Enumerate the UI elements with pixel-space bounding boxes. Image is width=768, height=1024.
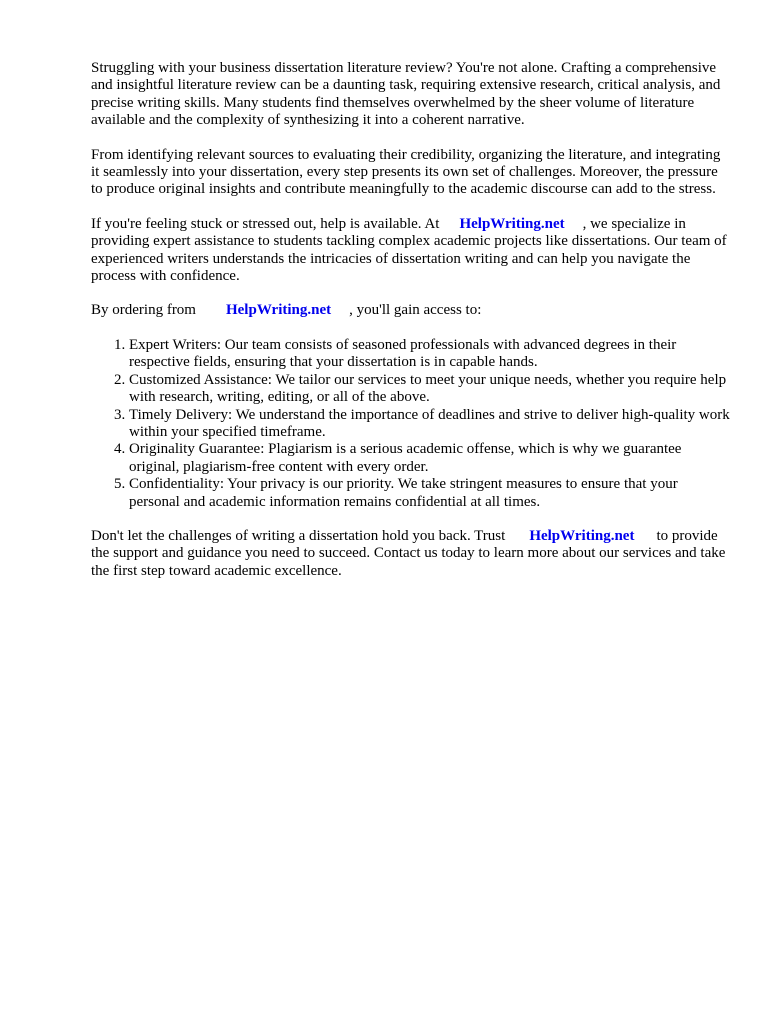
closing-text-before: Don't let the challenges of writing a dissertation hold you back. Trust [91, 527, 506, 544]
closing-paragraph [91, 528, 731, 580]
list-item: 5. Confidentiality: Your privacy is our priority. We take stringent measures to ensure that your personal and academic information remains confidential at all times. [129, 476, 731, 511]
document-page [91, 60, 731, 597]
ordering-text-after: , you'll gain access to: [349, 302, 482, 319]
challenges-paragraph: From identifying relevant sources to evaluating their credibility, organizing the literature, and integrating it seamlessly into your dissertation, every step presents its own set of challenges. Moreover, the pressure to produce original insights and contribute meaningfully to the academic discourse can add to the stress. [91, 146, 721, 198]
help-paragraph [91, 216, 731, 286]
help-text-after: , we specialize in providing expert assistance to students tackling complex academic projects like dissertations. Our team of experienced writers understands the intricacies of dissertation writing and can help you navigate the process with confidence. [91, 215, 727, 285]
help-text-before: If you're feeling stuck or stressed out, help is available. At [91, 215, 440, 232]
helpwriting-link[interactable]: HelpWriting.net [225, 302, 332, 319]
helpwriting-link[interactable]: HelpWriting.net [459, 215, 565, 232]
ordering-text-before: By ordering from [91, 302, 196, 319]
benefits-list [91, 337, 731, 511]
list-item: 3. Timely Delivery: We understand the importance of deadlines and strive to deliver high-quality work within your specified timeframe. [129, 407, 731, 442]
ordering-paragraph [91, 302, 731, 319]
helpwriting-link[interactable]: HelpWriting.net [529, 527, 635, 544]
closing-text-after: to provide the support and guidance you need to succeed. Contact us today to learn more about our services and take the first step toward academic excellence. [91, 527, 726, 579]
list-item: 4. Originality Guarantee: Plagiarism is a serious academic offense, which is why we guarantee original, plagiarism-free content with every order. [129, 441, 731, 476]
list-item: 2. Customized Assistance: We tailor our services to meet your unique needs, whether you require help with research, writing, editing, or all of the above. [129, 372, 731, 407]
list-item: 1. Expert Writers: Our team consists of seasoned professionals with advanced degrees in their respective fields, ensuring that your dissertation is in capable hands. [129, 337, 731, 372]
intro-paragraph: Struggling with your business dissertation literature review? You're not alone. Crafting a comprehensive and insightful literature review can be a daunting task, requiring extensive research, critical analysis, and precise writing skills. Many students find themselves overwhelmed by the sheer volume of literature available and the complexity of synthesizing it into a coherent narrative. [91, 60, 721, 129]
